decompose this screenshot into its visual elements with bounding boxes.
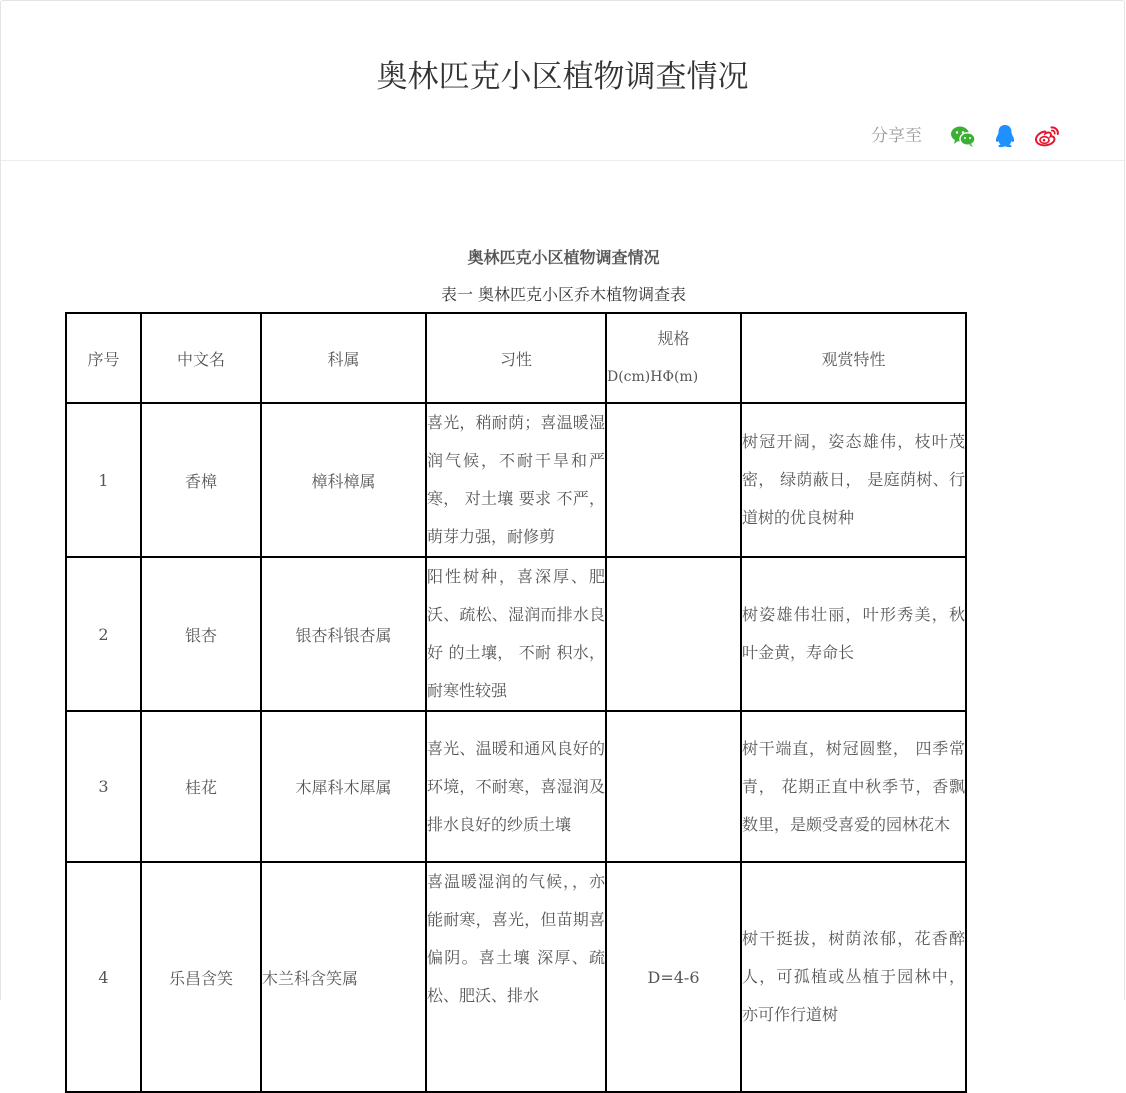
- row-family: 木兰科含笑属: [261, 862, 426, 1092]
- row-spec: [606, 711, 741, 862]
- header-spec-unit: D(cm)HΦ(m): [607, 369, 699, 385]
- row-name: 银杏: [141, 557, 261, 711]
- weibo-icon[interactable]: [1032, 121, 1062, 151]
- qq-icon[interactable]: [990, 121, 1020, 151]
- row-ornamental: 树冠开阔，姿态雄伟，枝叶茂密， 绿荫蔽日， 是庭荫树、行道树的优良树种: [741, 403, 966, 557]
- row-habit: 喜温暖湿润的气候，，亦能耐寒，喜光，但苗期喜偏阴。喜土壤 深厚、疏松、肥沃、排水: [426, 862, 606, 1092]
- table-header-row: [66, 313, 966, 403]
- row-index: 2: [66, 557, 141, 711]
- share-bar: [871, 121, 1062, 151]
- header-name: 中文名: [141, 313, 261, 403]
- article-header: [1, 1, 1124, 161]
- row-family: 樟科樟属: [261, 403, 426, 557]
- document-title: 奥林匹克小区植物调查情况: [467, 248, 660, 267]
- header-spec: [606, 313, 741, 403]
- row-name: 桂花: [141, 711, 261, 862]
- table-row: [66, 403, 966, 557]
- page-title: 奥林匹克小区植物调查情况: [376, 59, 749, 95]
- row-spec: [606, 557, 741, 711]
- row-habit: 阳性树种，喜深厚、肥沃、疏松、湿润而排水良好 的土壤， 不耐 积水，耐寒性较强: [426, 557, 606, 711]
- header-spec-label: 规格: [657, 329, 690, 348]
- row-name: 香樟: [141, 403, 261, 557]
- row-family: 银杏科银杏属: [261, 557, 426, 711]
- row-ornamental: 树姿雄伟壮丽，叶形秀美，秋叶金黄，寿命长: [741, 557, 966, 711]
- table-caption: 表一 奥林匹克小区乔木植物调查表: [440, 285, 687, 304]
- wechat-icon[interactable]: [948, 121, 978, 151]
- header-index: 序号: [66, 313, 141, 403]
- row-index: 4: [66, 862, 141, 1092]
- row-habit: 喜光、温暖和通风良好的环境，不耐寒，喜湿润及排水良好的纱质土壤: [426, 711, 606, 862]
- row-ornamental: 树干端直，树冠圆整， 四季常青， 花期正直中秋季节，香飘数里，是颇受喜爱的园林花木: [741, 711, 966, 862]
- share-label: 分享至: [871, 126, 922, 146]
- row-name: 乐昌含笑: [141, 862, 261, 1092]
- row-habit: 喜光，稍耐荫；喜温暖湿润气候，不耐干旱和严寒， 对土壤 要求 不严，萌芽力强，耐修剪: [426, 403, 606, 557]
- row-ornamental: 树干挺拔，树荫浓郁，花香醉人，可孤植或丛植于园林中，亦可作行道树: [741, 862, 966, 1092]
- header-habit: 习性: [426, 313, 606, 403]
- row-family: 木犀科木犀属: [261, 711, 426, 862]
- header-family: 科属: [261, 313, 426, 403]
- table-row: [66, 711, 966, 862]
- table-row: [66, 862, 966, 1092]
- row-spec: D=4-6: [606, 862, 741, 1092]
- row-index: 1: [66, 403, 141, 557]
- table-row: [66, 557, 966, 711]
- plant-survey-table: [65, 312, 967, 1093]
- row-index: 3: [66, 711, 141, 862]
- header-ornamental: 观赏特性: [741, 313, 966, 403]
- row-spec: [606, 403, 741, 557]
